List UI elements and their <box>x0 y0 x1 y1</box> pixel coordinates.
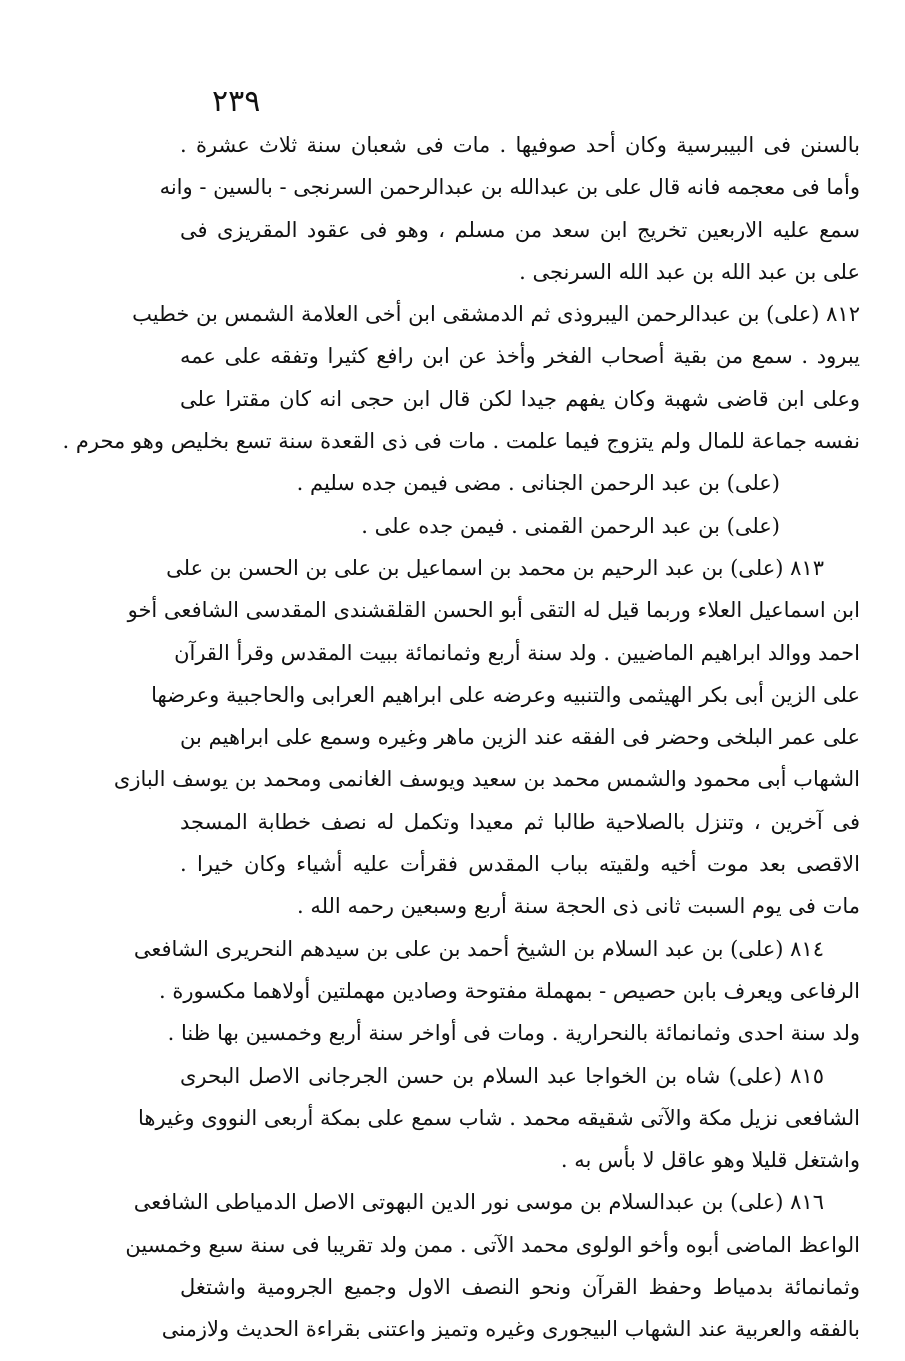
entry-heading-814: ٨١٤ (على) بن عبد السلام بن الشيخ أحمد بن على بن سيدهم النحريرى الشافعى <box>133 936 824 961</box>
text-line: فى آخرين ، وتنزل بالصلاحية طالبا ثم معيدا وتكمل له نصف خطابة المسجد <box>180 809 860 834</box>
text-line: على عمر البلخى وحضر فى الفقه عند الزين ماهر وغيره وسمع على ابراهيم بن <box>180 725 860 750</box>
text-line: سمع عليه الاربعين تخريج ابن سعد من مسلم ، وهو فى عقود المقريزى فى <box>180 217 860 242</box>
text-body <box>62 124 860 1351</box>
entry-heading-816: ٨١٦ (على) بن عبدالسلام بن موسى نور الدين البهوتى الاصل الدمياطى الشافعى <box>133 1190 824 1215</box>
text-line: وثمانمائة بدمياط وحفظ القرآن ونحو النصف الاول وجميع الجرومية واشتغل <box>180 1275 860 1300</box>
text-line: الشافعى نزيل مكة والآتى شقيقه محمد . شاب سمع على بمكة أربعى النووى وغيرها <box>138 1105 860 1130</box>
text-line: الشهاب أبى محمود والشمس محمد بن سعيد ويوسف الغانمى ومحمد بن يوسف البازى <box>113 767 860 792</box>
text-line: واشتغل قليلا وهو عاقل لا بأس به . <box>560 1148 860 1173</box>
text-line: وأما فى معجمه فانه قال على بن عبدالله بن عبدالرحمن السرنجى - بالسين - وانه <box>159 175 860 200</box>
entry-heading-813: ٨١٣ (على) بن عبد الرحيم بن محمد بن اسماعيل بن على بن الحسن بن على <box>166 555 824 580</box>
entry-heading-812: ٨١٢ (على) بن عبدالرحمن اليبروذى ثم الدمشقى ابن أخى العلامة الشمس بن خطيب <box>132 302 860 327</box>
text-line: الواعظ الماضى أبوه وأخو الولوى محمد الآتى . ممن ولد تقريبا فى سنة سبع وخمسين <box>125 1232 860 1257</box>
entry-heading-815: ٨١٥ (على) شاه بن الخواجا عبد السلام بن حسن الجرجانى الاصل البحرى <box>180 1063 824 1088</box>
cross-reference-line: (على) بن عبد الرحمن الجنانى . مضى فيمن جده سليم . <box>296 471 780 496</box>
text-line: الاقصى بعد موت أخيه ولقيته بباب المقدس فقرأت عليه أشياء وكان خيرا . <box>180 852 860 877</box>
text-line: احمد ووالد ابراهيم الماضيين . ولد سنة أربع وثمانمائة ببيت المقدس وقرأ القرآن <box>174 640 860 665</box>
text-line: مات فى يوم السبت ثانى ذى الحجة سنة أربع وسبعين رحمه الله . <box>296 894 860 919</box>
cross-reference-line: (على) بن عبد الرحمن القمنى . فيمن جده على . <box>361 513 780 538</box>
text-line: على بن عبد الله بن عبد الله السرنجى . <box>519 259 860 284</box>
text-line: على الزين أبى بكر الهيثمى والتنبيه وعرضه على ابراهيم العرابى والحاجبية وعرضها <box>151 682 860 707</box>
page-number: ٢٣٩ <box>212 84 261 119</box>
text-line: الرفاعى ويعرف بابن حصيص - بمهملة مفتوحة وصادين مهملتين أولاهما مكسورة . <box>159 978 860 1003</box>
text-line: ولد سنة احدى وثمانمائة بالنحرارية . ومات فى أواخر سنة أربع وخمسين بها ظنا . <box>167 1021 860 1046</box>
text-line: نفسه جماعة للمال ولم يتزوج فيما علمت . مات فى ذى القعدة سنة تسع بخليص وهو محرم . <box>62 429 860 454</box>
text-line: ابن اسماعيل العلاء وربما قيل له التقى أبو الحسن القلقشندى المقدسى الشافعى أخو <box>127 598 860 623</box>
text-line: يبرود . سمع من بقية أصحاب الفخر وأخذ عن ابن رافع كثيرا وتفقه على عمه <box>180 344 860 369</box>
text-line: بالفقه والعربية عند الشهاب البيجورى وغيره وتميز واعتنى بقراءة الحديث ولازمنى <box>161 1317 860 1342</box>
text-line: بالسنن فى البيبرسية وكان أحد صوفيها . مات فى شعبان سنة ثلاث عشرة . <box>180 133 860 157</box>
text-line: وعلى ابن قاضى شهبة وكان يفهم جيدا لكن قال ابن حجى انه كان مقترا على <box>180 386 860 411</box>
